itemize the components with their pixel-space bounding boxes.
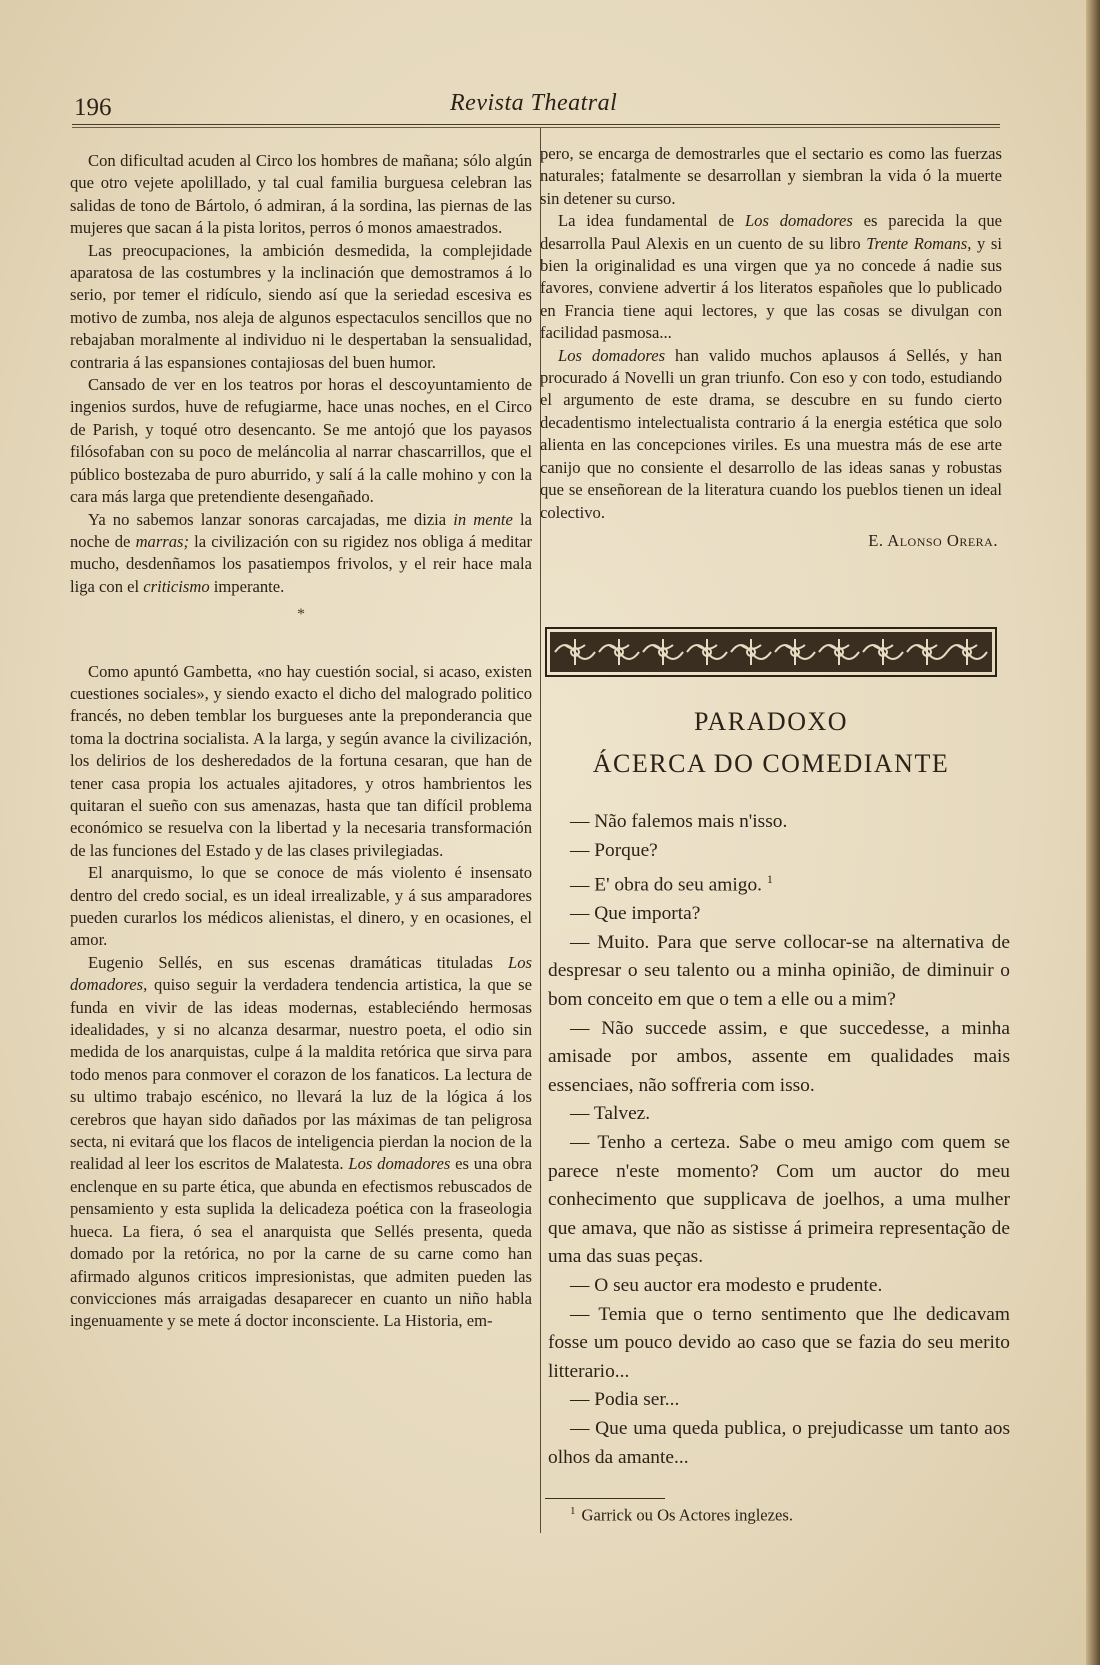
section-asterisk: * xyxy=(297,606,305,624)
author-signature: E. Alonso Orera. xyxy=(868,530,998,550)
footnote: $^1$ Garrick ou Os Actores inglezes. xyxy=(570,1505,794,1525)
dialogue-line: — Que importa? xyxy=(548,900,1010,929)
dialogue-line: — Muito. Para que serve collocar-se na alternativa de despresar o seu talento ou a minha opinião, de diminuir o bom conceito em que o tem a elle ou a mim? xyxy=(548,929,1010,1015)
dialogue-line: — Tenho a certeza. Sabe o meu amigo com quem se parece n'este momento? Com um auctor do meu conhecimento que supplicava de joelhos, a uma mulher que amava, que não as sistisse á primeira representação de uma das suas peças. xyxy=(548,1129,1010,1272)
dialogue-line: — Talvez. xyxy=(548,1100,1010,1129)
paragraph: Eugenio Sellés, en sus escenas dramáticas tituladas Los domadores, quiso seguir la verdadera tendencia artistica, la que se funda en vivir de las ideas modernas, estableciéndo hermosas idealidades, y si no alcanza desarmar, nuestro poeta, el odio sin medida de los anarquistas, culpe á la maldita retórica que sirva para todo menos para conmover el corazon de los fanaticos. La lectura de su ultimo trabajo escénico, no llevará la luz de la lógica á los cerebros que hayan sido dañados por las máximas de tan peligrosa secta, ni evitará que los flacos de inteligencia pierdan la nocion de la realidad al leer los escritos de Malatesta. Los domadores es una obra enclenque en su parte ética, que abunda en efectismos rebuscados de pensamiento y esta suplida la delicadeza poética con la fraseologia hueca. La fiera, ó sea el anarquista que Sellés presenta, queda domado por la retórica, no por la carne de su carne como han afirmado algunos criticos impresionistas, que admiten pueden las convicciones más arraigadas desaparecer en cuanto un niño habla ingenuamente y se mete á doctor inconsciente. La Historia, em- xyxy=(70,952,533,1331)
paragraph: Los domadores han valido muchos aplausos á Sellés, y han procurado á Novelli un gran triunfo. Con eso y con todo, estudiando el argumento de este drama, se descubre en su fundo cierto decadentismo intelectualista contrario á la energia estética que solo alienta en las concepciones viriles. Es una muestra más de ese arte canijo que no consiente el desarrollo de las ideas sanas y robustas que se enseñorean de la literatura cuando los pueblos tienen un ideal colectivo. xyxy=(540,345,1003,522)
dialogue-line: — O seu auctor era modesto e prudente. xyxy=(548,1272,1010,1301)
title-line-1: PARADOXO xyxy=(693,707,849,736)
right-column xyxy=(540,143,1002,552)
running-title: Revista Theatral xyxy=(450,90,618,116)
paragraph: Como apuntó Gambetta, «no hay cuestión social, si acaso, existen cuestiones sociales», y siendo exacto el dicho del malogrado politico francés, no deben temblar los burgueses ante la preponderancia que toma la doctrina socialista. A la larga, y según avance la civilización, los delirios de los desheredados de la fortuna cesaran, que han de tener casa propia los actuales ajitadores, y otros hambrientos les quitaran el sueño con sus amenazas, hasta que tan difícil problema económico se resuelva con la libertad y la necesaria transformación de las funciones del Estado y de las clases privilegiadas. xyxy=(70,661,532,860)
dialogue-line: — Não falemos mais n'isso. xyxy=(548,808,1010,837)
paragraph: Con dificultad acuden al Circo los hombres de mañana; sólo algún que otro vejete apolillado, y tal cual familia burguesa celebran las salidas de tono de Bártolo, ó admiran, á la sordina, las piernas de las mujeres que sacan á la pista loritos, perros ó monos amaestrados. xyxy=(70,151,532,238)
book-spine-edge xyxy=(1086,0,1100,1665)
decorative-ornament-band xyxy=(545,627,997,677)
paragraph: Cansado de ver en los teatros por horas el descoyuntamiento de ingenios surdos, huve de refugiarme, hace unas noches, en el Circo de Parish, y toqué otro desencanto. Se me antojó que los payasos filósofaban con su poco de meláncolia al narrar chascarrillos, que el público bostezaba de puro aburrido, y salí á la calle mohino y con la cara más larga que pretendiente desengañado. xyxy=(70,375,532,507)
paragraph: El anarquismo, lo que se conoce de más violento é insensato dentro del credo social, es un ideal irrealizable, y á sus amparadores pueden curarlos los médicos alienistas, el dinero, y en ocasiones, el amor. xyxy=(70,863,532,950)
paragraph: La idea fundamental de Los domadores es parecida la que desarrolla Paul Alexis en un cuento de su libro Trente Romans, y si bien la originalidad es una virgen que ya no concede á nadie sus favores, conviene advertir á los literatos españoles que lo publicado en Francia tiene aqui lectores, y que las cosas se divulgan con facilidad pasmosa... xyxy=(540,211,1002,343)
header-rule xyxy=(72,124,1000,125)
dialogue-line: — Podia ser... xyxy=(548,1386,1010,1415)
dialogue-line: — Temia que o terno sentimento que lhe dedicavam fosse um pouco devido ao caso que se fazia do seu merito litterario... xyxy=(548,1301,1010,1387)
page-header xyxy=(72,88,1002,128)
paragraph: pero, se encarga de demostrarles que el sectario es como las fuerzas naturales; fatalmente se desarrollan y siembran la vida ó la muerte sin detener su curso. xyxy=(540,144,1002,208)
dialogue-line: — E' obra do seu amigo. $^1$ xyxy=(548,865,1010,900)
footnote-marker: 1 xyxy=(766,872,773,887)
page-number: 196 xyxy=(74,94,112,121)
paragraph: Ya no sabemos lanzar sonoras carcajadas, me dizia in mente la noche de marras; la civilización con su rigidez nos obliga á meditar mucho, desdenñamos los pasatiempos frivolos, y el reir hace mala liga con el criticismo imperante. xyxy=(70,509,532,596)
title-line-2: ÁCERCA DO COMEDIANTE xyxy=(592,749,950,778)
dialogue-line: — Que uma queda publica, o prejudicasse um tanto aos olhos da amante... xyxy=(548,1415,1010,1472)
footnote-rule xyxy=(545,1498,665,1499)
article-title xyxy=(540,704,1002,782)
dialogue-line: — Não succede assim, e que succedesse, a minha amisade por ambos, assente em qualidades mais essenciaes, não soffreria com isso. xyxy=(548,1015,1010,1101)
header-rule-secondary xyxy=(72,127,1000,128)
paragraph: Las preocupaciones, la ambición desmedida, la complejidade aparatosa de las costumbres y la inclinación que demostramos á lo serio, por temer el ridículo, siendo así que la seriedad escesiva es motivo de zumba, nos aleja de algunos espectaculos sencillos que no rebajaban moralmente al individuo ni le despertaban la sensualidad, contraria á las espansiones contajiosas del buen humor. xyxy=(70,240,532,372)
dialogue-line: — Porque? xyxy=(548,837,1010,866)
left-column xyxy=(70,150,532,1333)
dialogue-text xyxy=(548,808,1010,1472)
